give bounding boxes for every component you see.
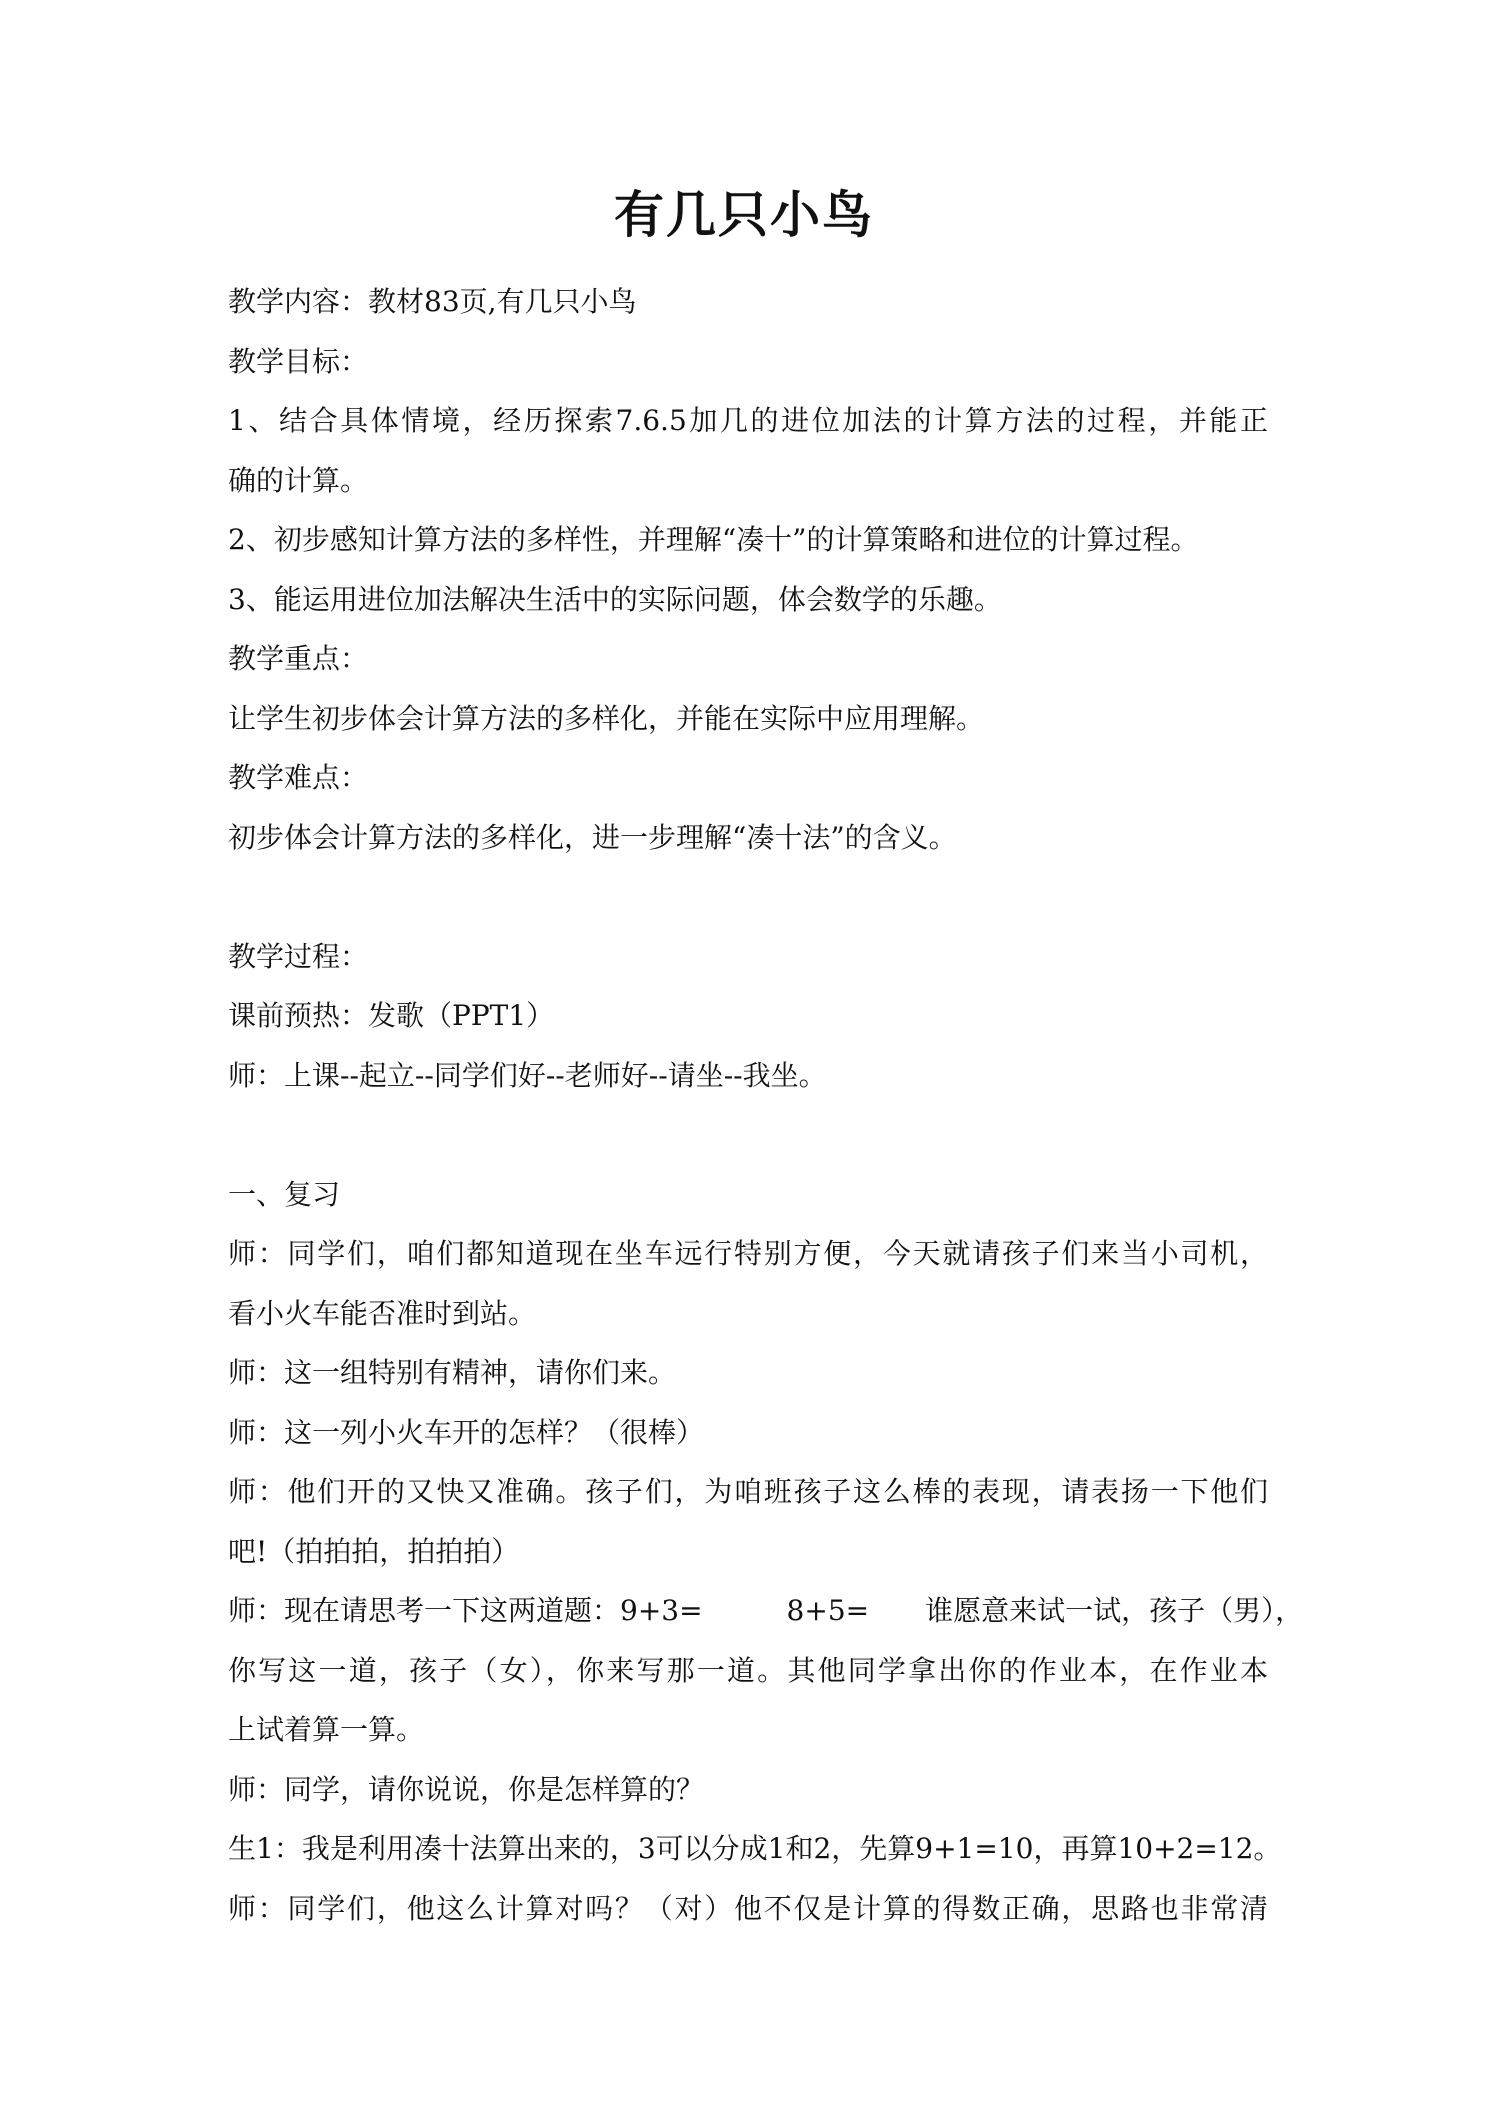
paragraph-line: 师：同学，请你说说，你是怎样算的？ — [228, 1772, 705, 1806]
paragraph-line: 师：他们开的又快又准确。孩子们，为咱班孩子这么棒的表现，请表扬一下他们 — [228, 1475, 1268, 1508]
paragraph-line: 师：这一列小火车开的怎样？（很棒） — [228, 1415, 705, 1449]
paragraph-line: 看小火车能否准时到站。 — [228, 1296, 537, 1330]
paragraph-line: 师：同学们，他这么计算对吗？（对）他不仅是计算的得数正确，思路也非常清 — [228, 1891, 1268, 1925]
paragraph-line: 师：这一组特别有精神，请你们来。 — [228, 1356, 677, 1389]
paragraph-line: 生1：我是利用凑十法算出来的，3可以分成1和2，先算9+1=10，再算10+2=12。 — [228, 1832, 1282, 1865]
paragraph-line: 上试着算一算。 — [228, 1713, 425, 1746]
paragraph-line: 师：上课--起立--同学们好--老师好--请坐--我坐。 — [228, 1058, 827, 1092]
section-heading: 一、复习 — [228, 1177, 341, 1211]
paragraph-line: 师：现在请思考一下这两道题：9+3= 8+5= 谁愿意来试一试，孩子（男）， — [228, 1594, 1304, 1627]
paragraph-line: 确的计算。 — [228, 463, 369, 497]
paragraph-line: 教学目标： — [228, 344, 369, 378]
paragraph-line: 课前预热：发歌（PPT1） — [228, 999, 555, 1032]
paragraph-line: 让学生初步体会计算方法的多样化，并能在实际中应用理解。 — [228, 701, 985, 735]
document-body — [228, 272, 1304, 1938]
paragraph-line: 1、结合具体情境，经历探索7.6.5加几的进位加法的计算方法的过程，并能正 — [228, 404, 1268, 437]
paragraph-line: 初步体会计算方法的多样化，进一步理解“凑十法”的含义。 — [228, 820, 957, 854]
paragraph-line: 你写这一道，孩子（女），你来写那一道。其他同学拿出你的作业本，在作业本 — [228, 1653, 1268, 1687]
paragraph-line: 教学难点： — [228, 761, 369, 794]
paragraph-line: 教学重点： — [228, 642, 369, 675]
document-title: 有几只小鸟 — [614, 185, 874, 244]
paragraph-line: 教学内容：教材83页,有几只小鸟 — [228, 285, 637, 318]
paragraph-line: 2、初步感知计算方法的多样性，并理解“凑十”的计算策略和进位的计算过程。 — [228, 523, 1199, 556]
paragraph-line: 吧!（拍拍拍，拍拍拍） — [228, 1534, 520, 1568]
paragraph-line: 教学过程： — [228, 939, 369, 973]
paragraph-line: 师：同学们，咱们都知道现在坐车远行特别方便，今天就请孩子们来当小司机， — [228, 1237, 1268, 1270]
paragraph-line: 3、能运用进位加法解决生活中的实际问题，体会数学的乐趣。 — [228, 582, 1002, 616]
blank-line — [228, 1105, 1268, 1165]
blank-line — [228, 867, 1268, 927]
